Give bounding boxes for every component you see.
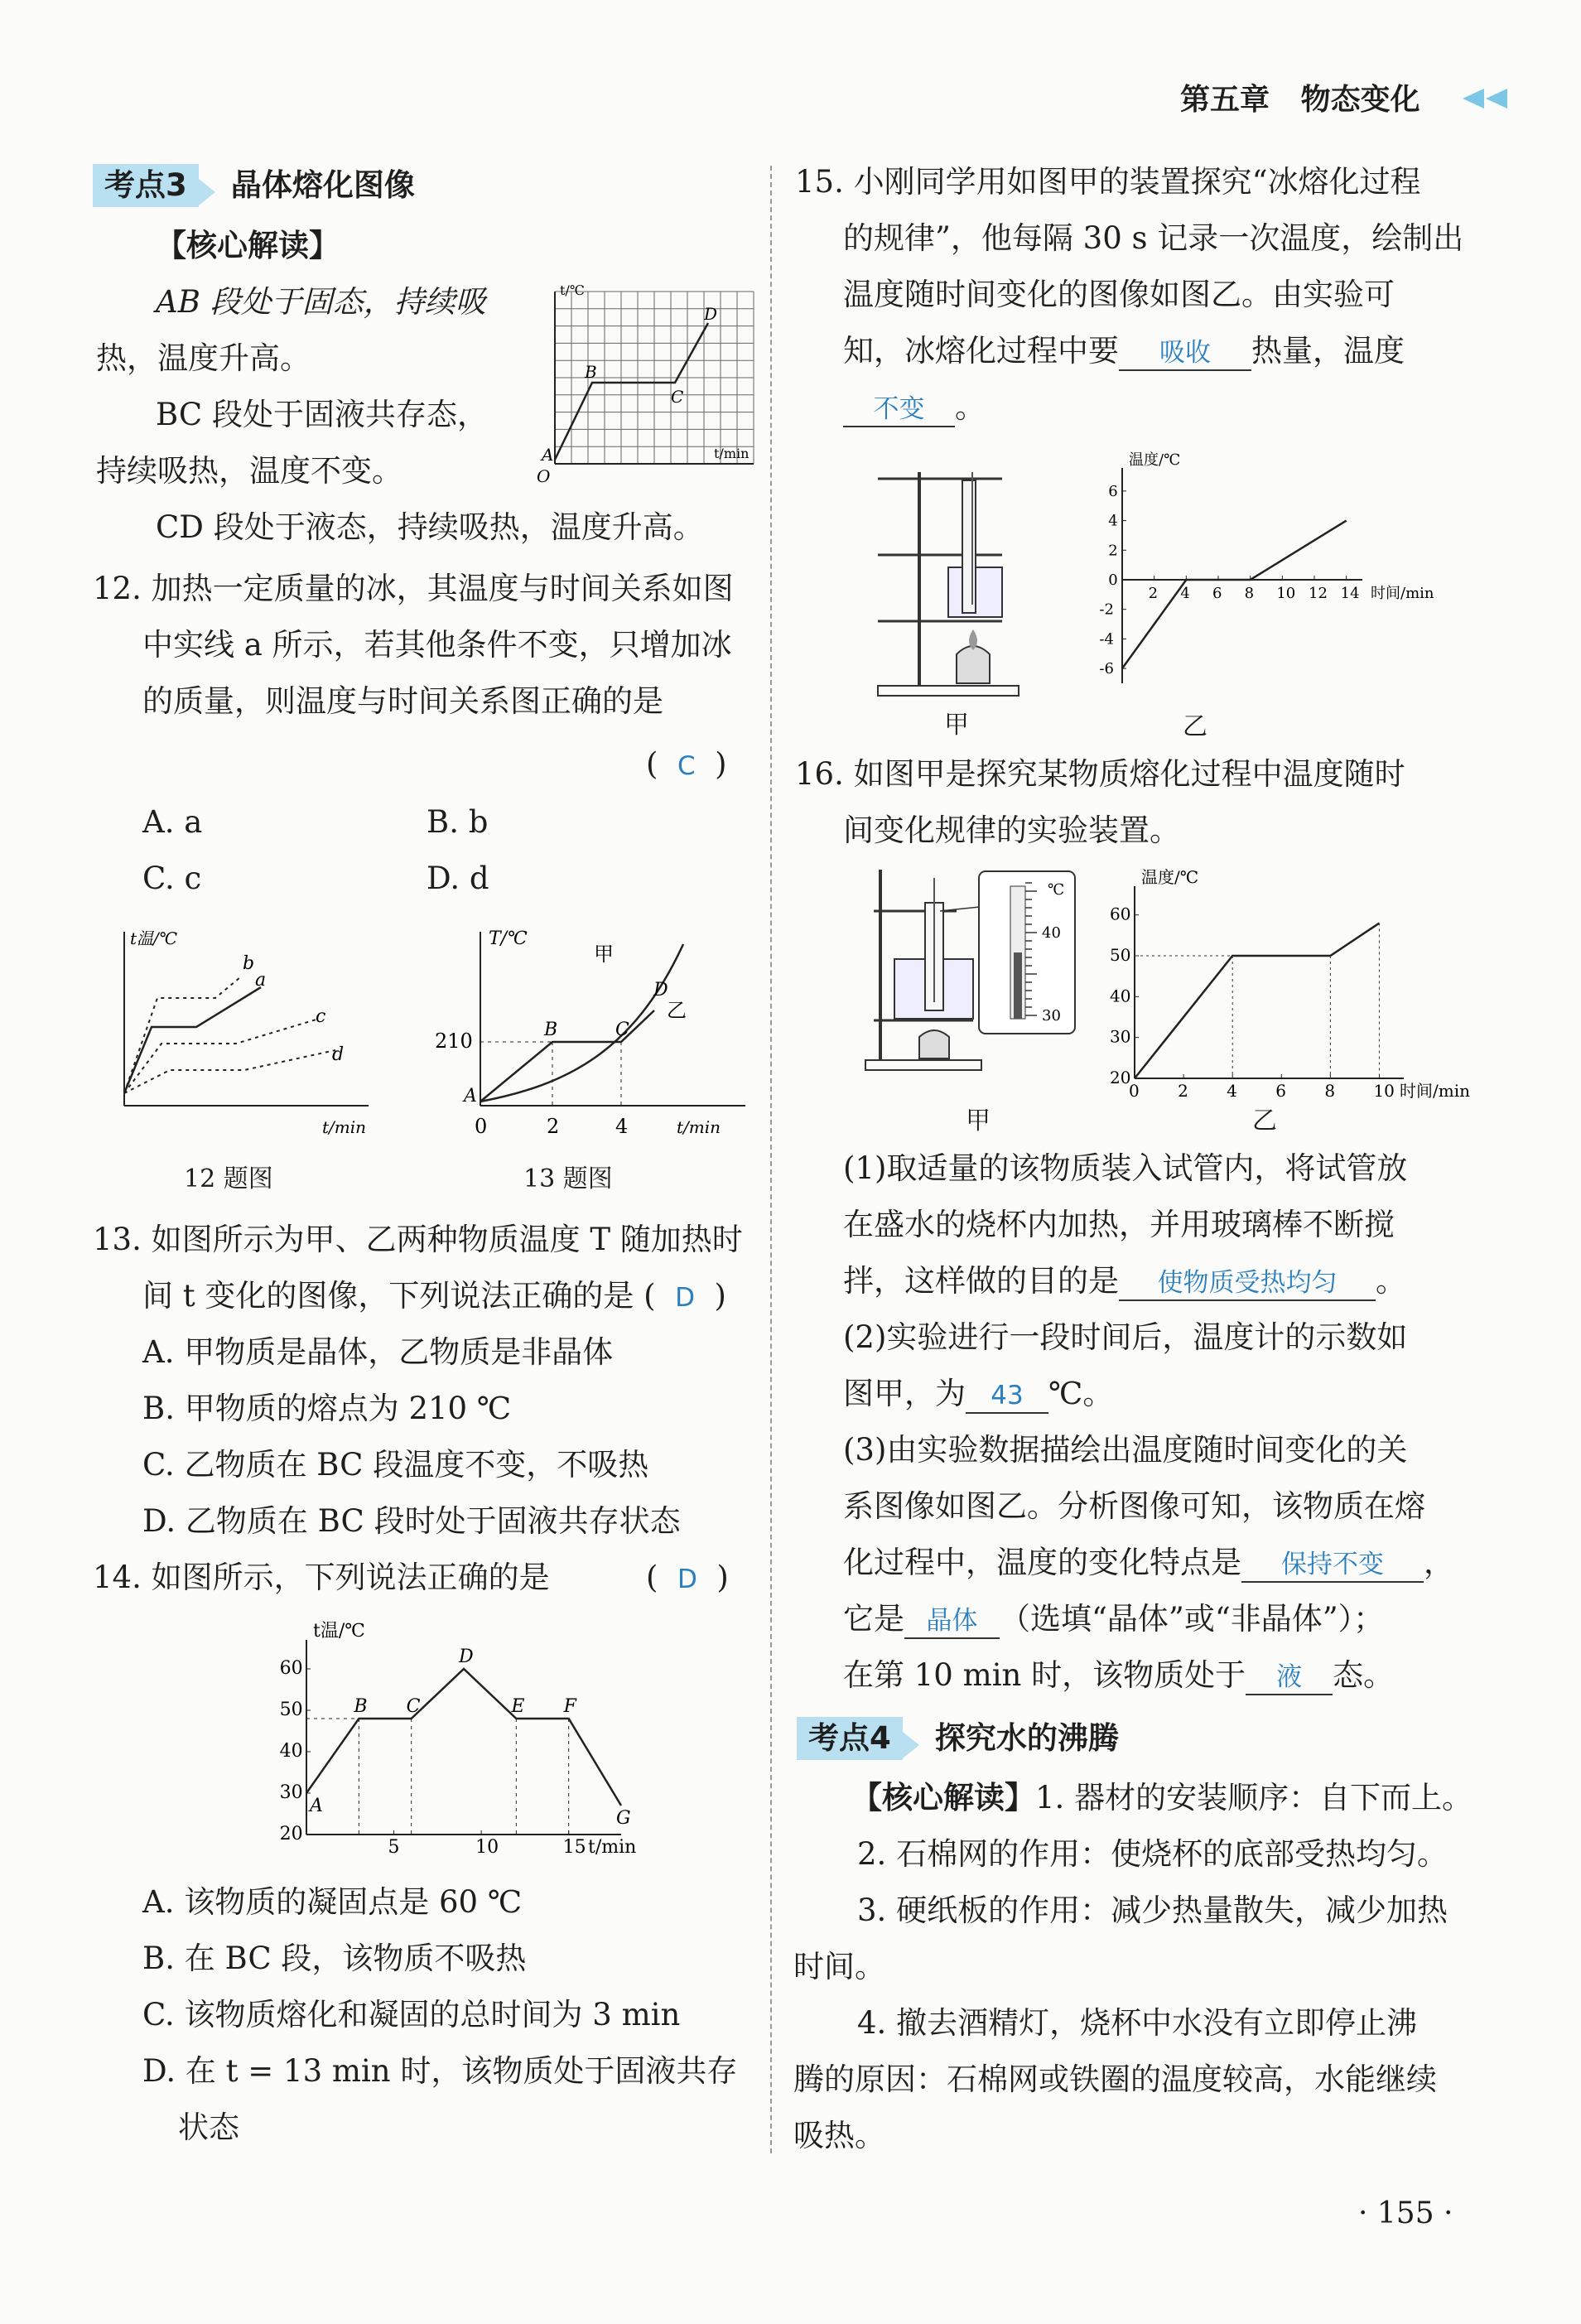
- kd4-p1: 1. 器材的安装顺序：自下而上。: [1035, 1780, 1473, 1815]
- tag-arrow-icon: [903, 1732, 919, 1758]
- y-tick-label: -2: [1099, 600, 1114, 619]
- y-tick-label: 40: [279, 1741, 303, 1762]
- stand-base: [865, 1060, 981, 1070]
- q16-s3d: ，: [1424, 1545, 1454, 1580]
- y-tick-label: 30: [1110, 1026, 1131, 1047]
- q12-xlabel: t/min: [322, 1117, 367, 1137]
- inset-unit: ℃: [1048, 881, 1065, 899]
- x-tick-label: 0: [1129, 1081, 1140, 1101]
- q15-answer2: 不变: [843, 393, 955, 427]
- q16-s2a: (2)实验进行一段时间后，温度计的示数如: [843, 1319, 1408, 1355]
- y-tick-label: -6: [1099, 660, 1114, 678]
- q12-chart: [104, 919, 377, 1143]
- chapter-label: 第五章: [1180, 83, 1270, 117]
- kd4-line1: [851, 1769, 1473, 1827]
- q14-chart: [257, 1615, 638, 1864]
- x-tick-label: 6: [1212, 585, 1222, 602]
- point-label: F: [563, 1696, 576, 1717]
- q13-series-jia: [480, 944, 683, 1102]
- q13-option-c: C. 乙物质在 BC 段温度不变，不吸热: [142, 1447, 649, 1483]
- q12-label-c: c: [316, 1006, 326, 1027]
- q13-line1: 13. 如图所示为甲、乙两种物质温度 T 随加热时: [93, 1222, 743, 1257]
- kd3-origin: O: [537, 466, 551, 486]
- x-tick-label: 4: [1227, 1081, 1237, 1101]
- q12-line3: 的质量，则温度与时间关系图正确的是: [142, 683, 663, 719]
- q13-line2-text: 间 t 变化的图像，下列说法正确的是: [142, 1278, 634, 1314]
- inset-40: 40: [1042, 924, 1061, 942]
- point-label: C: [406, 1696, 421, 1717]
- q13-xtick-2: 2: [547, 1115, 560, 1138]
- y-tick-label: 60: [279, 1658, 303, 1679]
- q13-option-a: A. 甲物质是晶体，乙物质是非晶体: [142, 1334, 614, 1370]
- kd3-line1: AB 段处于固态，持续吸: [156, 284, 486, 320]
- kd4-tag: 考点4: [797, 1717, 903, 1760]
- x-tick-label: 4: [1180, 585, 1190, 602]
- q13-point-a: A: [464, 1086, 477, 1107]
- thermometer-inset: [977, 870, 1077, 1035]
- kd4-p4b: 腾的原因：石棉网或铁圈的温度较高，水能继续: [793, 2061, 1437, 2097]
- q16-s3-line3: [843, 1534, 1454, 1592]
- q13-point-b: B: [544, 1020, 558, 1040]
- x-tick-label: 2: [1178, 1081, 1188, 1101]
- kd3-core-label: 【核心解读】: [156, 228, 340, 263]
- point-label: B: [354, 1696, 368, 1717]
- q16-answer2: 43: [966, 1379, 1048, 1414]
- q12-answer-bracket: ( C ): [646, 746, 727, 782]
- q15-line1: 15. 小刚同学用如图甲的装置探究“冰熔化过程: [795, 164, 1421, 200]
- column-divider: [770, 166, 772, 2153]
- q16-answer1: 使物质受热均匀: [1119, 1266, 1376, 1301]
- q12-option-c: C. c: [142, 861, 202, 896]
- q12-option-d: D. d: [427, 861, 489, 896]
- kd3-chart: [530, 282, 762, 489]
- q16-s3b: 系图像如图乙。分析图像可知，该物质在熔: [843, 1488, 1425, 1524]
- q14-option-a: A. 该物质的凝固点是 60 ℃: [142, 1884, 523, 1920]
- q16-fig-yi: 乙: [1252, 1107, 1277, 1135]
- kd4-p4c: 吸热。: [793, 2118, 885, 2153]
- q14-option-d1: D. 在 t = 13 min 时，该物质处于固液共存: [142, 2053, 738, 2089]
- q13-xtick-4: 4: [615, 1115, 629, 1138]
- y-axis-label: 温度/℃: [1129, 451, 1181, 469]
- q12-option-a: A. a: [142, 804, 203, 840]
- q14-option-d2: 状态: [178, 2109, 239, 2145]
- q13-ylabel: T/℃: [489, 928, 528, 949]
- y-tick-label: 20: [1110, 1068, 1131, 1087]
- x-tick-label: 10: [475, 1837, 499, 1858]
- y-tick-label: 4: [1108, 512, 1118, 530]
- q12-label-a: a: [255, 970, 267, 991]
- q13-label-jia: 甲: [594, 943, 614, 966]
- kd3-line4: 持续吸热，温度不变。: [96, 453, 402, 489]
- q15-line4: [843, 322, 1405, 380]
- kd3-tag: 考点3: [93, 164, 199, 207]
- x-tick-label: 12: [1309, 585, 1328, 602]
- q12-series-b: [124, 977, 240, 1093]
- series-line: [1135, 923, 1379, 1078]
- x-tick-label: 8: [1324, 1081, 1336, 1101]
- y-tick-label: 50: [279, 1700, 303, 1720]
- q16-chart: [1097, 861, 1470, 1110]
- q16-line1: 16. 如图甲是探究某物质熔化过程中温度随时: [795, 756, 1405, 792]
- q16-s3c: 化过程中，温度的变化特点是: [843, 1545, 1241, 1580]
- y-tick-label: 6: [1108, 482, 1118, 500]
- kd4-p4a: 4. 撤去酒精灯，烧杯中水没有立即停止沸: [857, 2005, 1418, 2041]
- q12-caption: 12 题图: [184, 1164, 273, 1193]
- q16-s3g: 在第 10 min 时，该物质处于: [843, 1657, 1246, 1693]
- y-tick-label: 60: [1110, 904, 1131, 924]
- inset-30: 30: [1042, 1007, 1061, 1025]
- y-axis-label: t温/℃: [313, 1621, 365, 1642]
- chapter-title: 物态变化: [1300, 83, 1420, 117]
- q13-point-d: D: [653, 980, 668, 1000]
- q16-s3h: 态。: [1333, 1657, 1395, 1693]
- y-tick-label: 20: [279, 1824, 303, 1844]
- kd4-p3a: 3. 硬纸板的作用：减少热量散失，减少加热: [857, 1892, 1448, 1928]
- q15-fig-jia: 甲: [944, 711, 969, 740]
- q13-answer: D: [675, 1283, 695, 1313]
- tag-arrow-icon: [199, 179, 215, 205]
- y-tick-label: 50: [1110, 945, 1131, 965]
- x-tick-label: 5: [388, 1837, 400, 1858]
- q12-label-b: b: [243, 953, 255, 974]
- q15-line5b: 。: [955, 389, 986, 425]
- q16-answer5: 液: [1246, 1661, 1333, 1695]
- x-tick-label: 10: [1373, 1081, 1395, 1101]
- q12-line1: 12. 加热一定质量的冰，其温度与时间关系如图: [93, 571, 734, 606]
- kd3-point-b: B: [585, 362, 597, 382]
- q15-apparatus: [870, 456, 1052, 704]
- q16-s3a: (3)由实验数据描绘出温度随时间变化的关: [843, 1432, 1408, 1468]
- kd3-xlabel: t/min: [714, 446, 750, 461]
- q16-line2: 间变化规律的实验装置。: [843, 812, 1180, 848]
- q13-option-b: B. 甲物质的熔点为 210 ℃: [142, 1391, 512, 1426]
- callout-line: [940, 907, 980, 911]
- y-tick-label: 30: [279, 1782, 303, 1803]
- kd3-point-a: A: [542, 445, 554, 465]
- q15-line3: 温度随时间变化的图像如图乙。由实验可: [843, 277, 1395, 312]
- q16-s1a: (1)取适量的该物质装入试管内，将试管放: [843, 1150, 1408, 1186]
- point-label: E: [511, 1696, 525, 1717]
- y-tick-label: 2: [1108, 542, 1118, 560]
- y-tick-label: 0: [1108, 571, 1118, 589]
- kd3-title: 晶体熔化图像: [230, 167, 415, 203]
- q16-s3-line4: [843, 1590, 1384, 1648]
- kd4-p3b: 时间。: [793, 1949, 885, 1984]
- header-arrows-icon: [1459, 86, 1509, 111]
- x-axis-label: 时间/min: [1400, 1081, 1470, 1101]
- q12-series-a: [124, 987, 261, 1093]
- kd3-line2: 热，温度升高。: [96, 340, 311, 376]
- kd3-line5: CD 段处于液态，持续吸热，温度升高。: [156, 509, 704, 545]
- q13-caption: 13 题图: [523, 1164, 613, 1193]
- q15-answer1: 吸收: [1119, 336, 1251, 371]
- q14-option-b: B. 在 BC 段，该物质不吸热: [142, 1941, 527, 1976]
- q16-s1d: 。: [1376, 1263, 1406, 1299]
- q13-point-c: C: [615, 1020, 629, 1040]
- test-tube: [962, 480, 976, 613]
- q14-answer: D: [677, 1565, 697, 1594]
- q15-chart: [1081, 443, 1434, 700]
- q12-answer: C: [677, 751, 696, 781]
- q16-s2-line2: [843, 1365, 1113, 1423]
- point-label: D: [459, 1647, 474, 1667]
- q16-s1-line3: [843, 1252, 1406, 1310]
- y-tick-label: -4: [1099, 630, 1114, 649]
- alcohol-lamp: [919, 1030, 949, 1058]
- q13-option-d: D. 乙物质在 BC 段时处于固液共存状态: [142, 1503, 681, 1539]
- q12-ylabel: t温/℃: [130, 928, 178, 948]
- point-label: A: [310, 1796, 323, 1816]
- q16-s3f: （选填“晶体”或“非晶体”）；: [1000, 1601, 1385, 1637]
- q14-option-c: C. 该物质熔化和凝固的总时间为 3 min: [142, 1997, 681, 2032]
- x-axis-label: 时间/min: [1371, 585, 1434, 602]
- q13-line2: 间 t 变化的图像，下列说法正确的是 ( D ): [142, 1278, 726, 1314]
- q12-option-b: B. b: [427, 804, 489, 840]
- alcohol-lamp: [957, 646, 990, 683]
- q13-xtick-0: 0: [475, 1115, 488, 1138]
- kd4-p2: 2. 石棉网的作用：使烧杯的底部受热均匀。: [857, 1836, 1448, 1872]
- q16-s2c: ℃。: [1048, 1376, 1114, 1411]
- q13-ytick-210: 210: [435, 1029, 473, 1053]
- x-tick-label: 10: [1276, 585, 1296, 602]
- stand-base: [878, 686, 1019, 696]
- q14-line1: 14. 如图所示，下列说法正确的是: [93, 1560, 550, 1595]
- y-tick-label: 40: [1110, 986, 1131, 1006]
- kd3-point-d: D: [704, 304, 718, 324]
- q13-label-yi: 乙: [667, 999, 687, 1022]
- q16-s1b: 在盛水的烧杯内加热，并用玻璃棒不断搅: [843, 1207, 1395, 1242]
- point-label: G: [616, 1808, 631, 1829]
- q16-s3e: 它是: [843, 1601, 904, 1637]
- series-line: [306, 1669, 621, 1806]
- kd4-title: 探究水的沸腾: [934, 1720, 1119, 1756]
- x-tick-label: 2: [1148, 585, 1159, 602]
- kd3-ylabel: t/℃: [560, 282, 585, 298]
- kd3-point-c: C: [671, 387, 684, 407]
- q16-fig-jia: 甲: [966, 1107, 991, 1135]
- q16-answer4: 晶体: [904, 1604, 1000, 1639]
- q16-answer3: 保持不变: [1241, 1548, 1424, 1583]
- q12-series-d: [124, 1050, 335, 1093]
- q13-xlabel: t/min: [677, 1117, 721, 1137]
- page-number: · 155 ·: [1358, 2196, 1453, 2230]
- chapter-header: [1180, 76, 1420, 118]
- kd4-heading: [797, 1713, 1119, 1760]
- kd3-line3: BC 段处于固液共存态，: [156, 397, 488, 432]
- q16-s2b: 图甲，为: [843, 1376, 966, 1411]
- x-tick-label: 15: [562, 1837, 586, 1858]
- q12-line2: 中实线 a 所示，若其他条件不变，只增加冰: [142, 627, 732, 663]
- x-tick-label: 14: [1340, 585, 1360, 602]
- q15-line4b: 热量，温度: [1251, 333, 1405, 369]
- x-tick-label: 8: [1244, 585, 1255, 602]
- q15-line5: [843, 378, 986, 436]
- x-tick-label: 6: [1275, 1081, 1287, 1101]
- q13-chart: [418, 919, 750, 1151]
- y-axis-label: 温度/℃: [1141, 867, 1199, 887]
- q14-answer-bracket: ( D ): [646, 1560, 729, 1595]
- mercury-column: [1014, 952, 1022, 1019]
- q12-label-d: d: [332, 1044, 345, 1065]
- q16-s3-line5: [843, 1647, 1394, 1704]
- kd4-core-label: 【核心解读】: [851, 1780, 1035, 1815]
- x-axis-label: t/min: [588, 1837, 637, 1858]
- kd3-heading: [93, 160, 415, 207]
- q15-line4a: 知，冰熔化过程中要: [843, 333, 1119, 369]
- q12-series-c: [124, 1019, 319, 1093]
- q16-s1c: 拌，这样做的目的是: [843, 1263, 1119, 1299]
- q15-line2: 的规律”，他每隔 30 s 记录一次温度，绘制出: [843, 220, 1464, 256]
- q15-fig-yi: 乙: [1183, 712, 1207, 741]
